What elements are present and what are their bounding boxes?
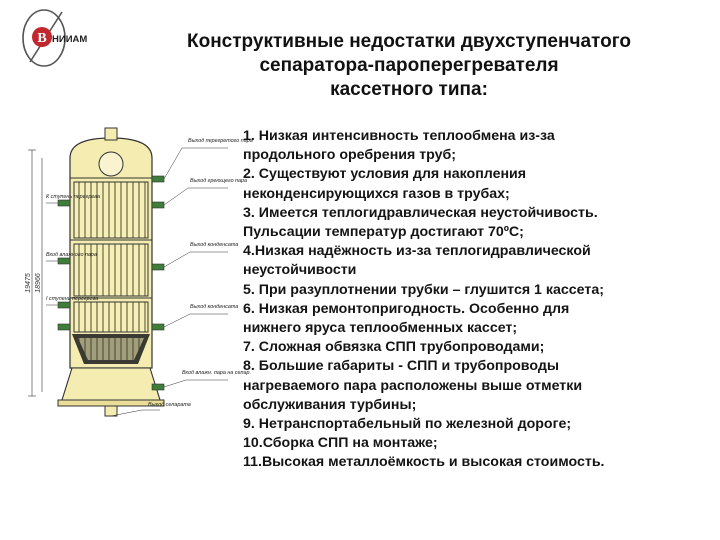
page-title — [104, 30, 714, 102]
title-line-2: сепаратора-пароперегревателя — [259, 55, 559, 76]
callout-bottom-right: Вход влажн. пара на сепар. — [182, 370, 251, 376]
list-line-4: неконденсирующихся газов в трубах; — [243, 185, 510, 202]
list-line-2: продольного оребрения труб; — [243, 147, 457, 164]
list-line-18: 11.Высокая металлоёмкость и высокая стоимость. — [243, 454, 605, 471]
callout-stage1-cond: Выход конденсата — [190, 304, 239, 310]
height-dim-1: 19475 — [25, 273, 32, 293]
list-line-8: неустойчивости — [243, 262, 357, 279]
callout-stage2-cond: Выход конденсата — [190, 242, 239, 248]
separator-superheater-drawing — [10, 118, 253, 418]
list-line-14: нагреваемого пара расположены выше отметки — [243, 377, 583, 394]
list-line-9: 5. При разуплотнении трубки – глушится 1 кассета; — [243, 281, 604, 298]
list-line-6: Пульсации температур достигают 70ºС; — [243, 224, 524, 241]
callout-stage2-steam: Выход греющего пара — [190, 178, 248, 184]
title-line-3: кассетного типа: — [330, 79, 488, 100]
callout-sep-in: Вход влажного пара — [46, 252, 97, 258]
list-line-7: 4.Низкая надёжность из-за теплогидравлической — [243, 243, 591, 260]
height-dim-2: 18966 — [35, 273, 42, 293]
title-line-1: Конструктивные недостатки двухступенчатого — [187, 31, 631, 52]
logo-letter: В — [37, 31, 47, 46]
list-line-16: 9. Нетранспортабельный по железной дороге; — [243, 416, 572, 433]
vniiam-logo — [22, 6, 100, 70]
list-line-17: 10.Сборка СПП на монтаже; — [243, 435, 438, 452]
callout-stage1-in: I ступень перегрева — [46, 296, 99, 302]
list-line-13: 8. Большие габариты - СПП и трубопроводы — [243, 358, 559, 375]
list-line-3: 2. Существуют условия для накопления — [243, 166, 527, 183]
list-line-1: 1. Низкая интенсивность теплообмена из-за — [243, 128, 555, 144]
list-line-11: нижнего яруса теплообменных кассет; — [243, 320, 518, 337]
list-line-5: 3. Имеется теплогидравлическая неустойчивость. — [243, 204, 598, 221]
callout-stage2-in: К ступень перегрева — [46, 194, 101, 200]
callout-bottom-out: Выход сепарата — [148, 402, 191, 408]
callout-top-right: Выход перегретого пара — [188, 138, 253, 144]
list-line-12: 7. Сложная обвязка СПП трубопроводами; — [243, 339, 545, 356]
list-line-10: 6. Низкая ремонтопригодность. Особенно для — [243, 300, 570, 317]
logo-text: НИИАМ — [52, 34, 88, 45]
drawbacks-list — [243, 127, 715, 473]
list-line-15: обслуживания турбины; — [243, 396, 417, 413]
